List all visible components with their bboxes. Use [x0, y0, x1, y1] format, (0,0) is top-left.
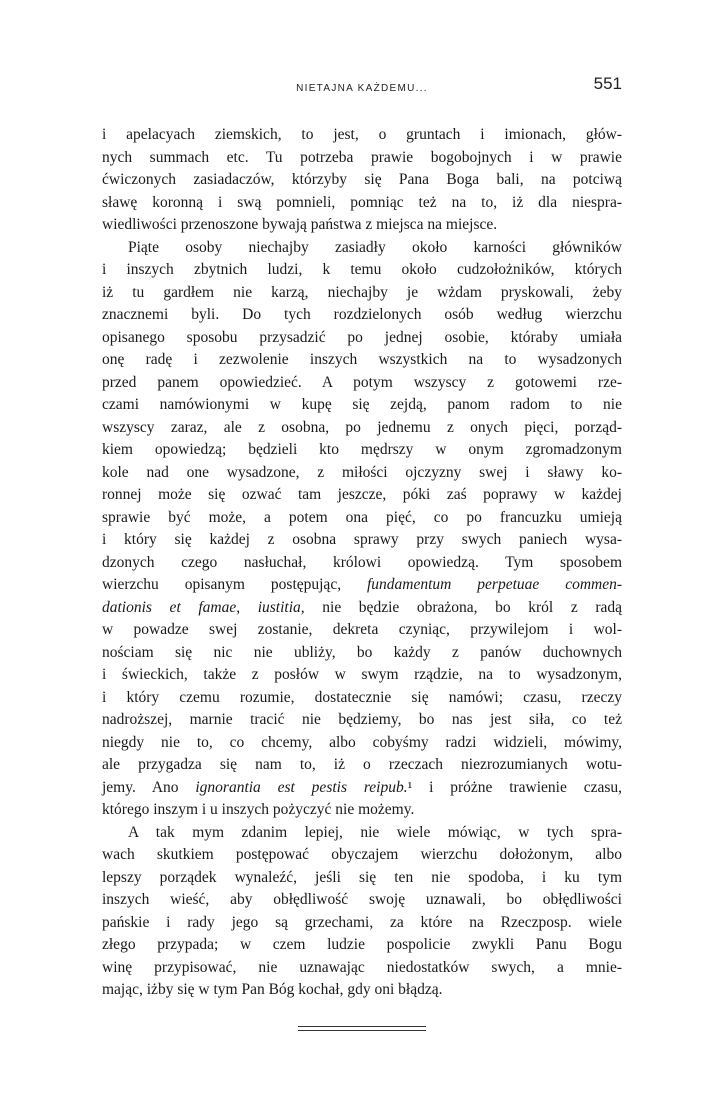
text-line: iż tu gardłem nie karzą, niechajby je wżdam pryskowali, żeby — [102, 283, 622, 301]
text-line: i świeckich, także z posłów w swym rządzie, na to wysadzonym, — [102, 666, 622, 683]
text-line — [102, 597, 622, 620]
document-page — [102, 72, 622, 1031]
text-line: lepszy porządek wynaleźć, jeśli się ten nie spodoba, i ku tym — [102, 868, 622, 886]
paragraph-1 — [102, 124, 622, 237]
text-line: i który się każdej z osobna sprawy przy swych paniech wysa- — [102, 531, 622, 548]
body-text — [102, 124, 622, 1031]
latin-phrase: fundamentum perpetuae commen- — [367, 576, 623, 593]
text-line: znacznemi byli. Do tych rozdzielonych osób według wierzchu — [102, 306, 622, 323]
text-line: ale przygadza się nam to, iż o rzeczach niezrozumianych wotu- — [102, 756, 622, 773]
text-run: wierzchu opisanym postępując, — [102, 576, 367, 593]
text-run: ¹ i próżne trawienie czasu, — [407, 778, 622, 796]
latin-phrase: ignorantia est pestis reipub. — [195, 778, 408, 796]
running-title: NIETAJNA KAŻDEMU... — [296, 83, 428, 94]
text-line: kole nad one wysadzone, z miłości ojczyzny swej i sławy ko- — [102, 463, 622, 481]
text-line: Piąte osoby niechajby zasiadły około karności główników — [128, 238, 622, 256]
text-line: wach skutkiem postępować obyczajem wierzchu dołożonym, albo — [102, 846, 622, 863]
text-line: nych summach etc. Tu potrzeba prawie bogobojnych i w prawie — [102, 148, 622, 166]
end-rule-divider — [298, 1026, 426, 1031]
text-line: pańskie i rady jego są grzechami, za które na Rzeczposp. wiele — [102, 913, 622, 931]
text-line: i inszych zbytnich ludzi, k temu około cudzołożników, których — [102, 261, 622, 278]
text-line: niegdy nie to, co chcemy, albo cobyśmy radzi widzieli, mówimy, — [102, 733, 622, 751]
text-line: nadroższej, marnie tracić nie będziemy, bo nas jest siła, co też — [102, 711, 622, 728]
text-line: czami namówionymi w kupę się zejdą, panom radom to nie — [102, 396, 622, 413]
text-line — [102, 777, 622, 800]
text-line — [102, 574, 622, 597]
text-line: i apelacyach ziemskich, to jest, o gruntach i imionach, głów- — [102, 126, 622, 143]
paragraph-2 — [102, 237, 622, 822]
text-line: inszych wieść, aby obłędliwość swoję uznawali, bo obłędliwości — [102, 891, 622, 908]
text-line: i który czemu rozumie, dostatecznie się namówi; czasu, rzeczy — [102, 688, 622, 706]
text-line: dzonych czego nasłuchał, królowi opowiedzą. Tym sposobem — [102, 553, 622, 571]
text-line: sławę koronną i swą pomnieli, pomniąc też na to, iż dla niespra- — [102, 193, 622, 211]
text-line: wiedliwości przenoszone bywają państwa z miejsca na miejsce. — [102, 216, 498, 233]
text-line: nościam się nic nie ubliży, bo każdy z panów duchownych — [102, 643, 622, 661]
text-line: opisanego sposobu przysadzić po jednej osobie, któraby umiała — [102, 328, 622, 346]
text-line: przed panem opowiedzieć. A potym wszyscy z gotowemi rze- — [102, 373, 622, 391]
paragraph-3 — [102, 822, 622, 1002]
text-line: mając, iżby się w tym Pan Bóg kochał, gdy oni błądzą. — [102, 981, 443, 998]
text-line: w powadze swej zostanie, dekreta czyniąc, przywilejom i wol- — [102, 621, 622, 638]
text-run: jemy. Ano — [102, 778, 196, 796]
text-line: ronnej może się ozwać tam jeszcze, póki zaś poprawy w każdej — [102, 486, 622, 503]
text-line: wszyscy zaraz, ale z osobna, po jednemu z onych pięci, porząd- — [102, 418, 622, 436]
text-line: którego inszym i u inszych pożyczyć nie możemy. — [102, 801, 415, 818]
page-number: 551 — [593, 74, 622, 93]
text-line: ćwiczonych zasiadaczów, którzyby się Pana Boga bali, na potciwą — [102, 171, 622, 188]
latin-phrase: dationis et famae, iustitia, — [102, 598, 305, 616]
text-run: nie będzie obrażona, bo król z radą — [304, 598, 622, 616]
text-line: A tak mym zdanim lepiej, nie wiele mówiąc, w tych spra- — [128, 823, 622, 841]
running-header — [102, 72, 622, 102]
text-line: winę przypisować, nie uznawając niedostatków swych, a mnie- — [102, 958, 622, 976]
text-line: onę radę i zezwolenie inszych wszystkich na to wysadzonych — [102, 351, 622, 368]
text-line: kiem opowiedzą; będzieli kto mędrszy w onym zgromadzonym — [102, 441, 622, 458]
text-line: sprawie być może, a potem ona pięć, co po francuzku umieją — [102, 508, 622, 526]
text-line: złego przypada; w czem ludzie pospolicie zwykli Panu Bogu — [102, 936, 622, 953]
